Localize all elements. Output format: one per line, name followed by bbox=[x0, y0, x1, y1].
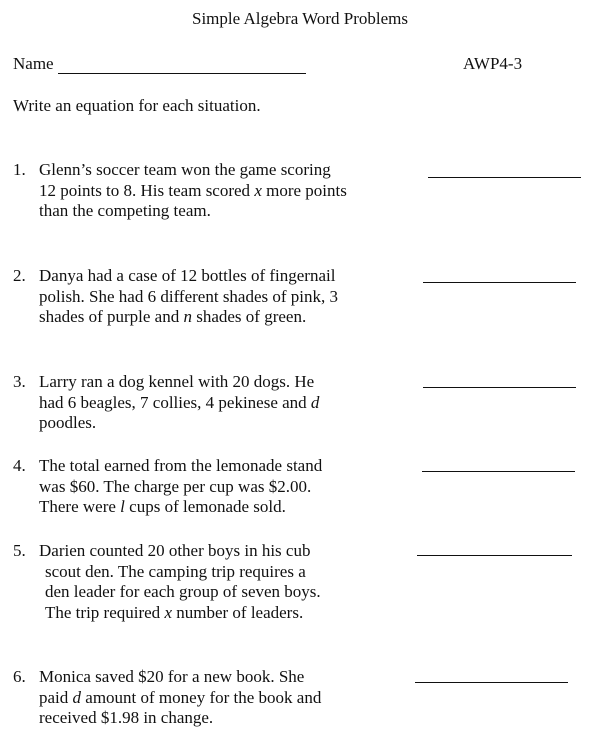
problem-number: 1. bbox=[13, 160, 26, 179]
problem-text: shades of purple and bbox=[39, 307, 184, 326]
problem-3 bbox=[13, 372, 413, 434]
problem-number: 3. bbox=[13, 372, 26, 391]
variable: n bbox=[183, 307, 192, 326]
problem-text: received $1.98 in change. bbox=[39, 708, 214, 727]
problem-text: There were bbox=[39, 497, 121, 516]
variable: d bbox=[72, 687, 82, 707]
problem-text: Danya had a case of 12 bottles of fingernail bbox=[39, 266, 336, 285]
name-label: Name bbox=[13, 54, 54, 73]
name-answer-line[interactable] bbox=[58, 59, 306, 74]
problem-text: number of leaders. bbox=[171, 602, 304, 622]
problem-5 bbox=[13, 541, 413, 623]
problem-number: 2. bbox=[13, 266, 26, 285]
problem-text: poodles. bbox=[39, 413, 97, 432]
problem-1 bbox=[13, 160, 413, 222]
worksheet-code: AWP4-3 bbox=[463, 54, 523, 73]
problem-text: had 6 beagles, 7 collies, 4 pekinese and bbox=[39, 392, 311, 412]
problem-text: The total earned from the lemonade stand bbox=[39, 456, 323, 475]
name-row bbox=[13, 54, 306, 74]
problem-text: Darien counted 20 other boys in his cub bbox=[39, 541, 311, 560]
worksheet-title: Simple Algebra Word Problems bbox=[192, 9, 408, 28]
problem-text: den leader for each group of seven boys. bbox=[45, 582, 321, 601]
answer-line-5[interactable] bbox=[417, 555, 572, 556]
instruction-text: Write an equation for each situation. bbox=[13, 96, 261, 115]
variable: l bbox=[120, 497, 125, 516]
problem-text: shades of green. bbox=[191, 307, 307, 326]
problem-number: 4. bbox=[13, 456, 26, 475]
variable: x bbox=[254, 180, 262, 200]
problem-text: polish. She had 6 different shades of pink, 3 bbox=[39, 286, 339, 306]
problem-text: was $60. The charge per cup was $2.00. bbox=[39, 476, 312, 496]
problem-text: amount of money for the book and bbox=[81, 687, 322, 707]
problem-text: more points bbox=[261, 180, 347, 200]
problem-text: Monica saved $20 for a new book. She bbox=[39, 667, 305, 686]
answer-line-6[interactable] bbox=[415, 682, 568, 683]
answer-line-3[interactable] bbox=[423, 387, 576, 388]
problem-text: Glenn’s soccer team won the game scoring bbox=[39, 160, 331, 179]
problem-number: 5. bbox=[13, 541, 26, 560]
problem-text: The trip required bbox=[45, 602, 165, 622]
problem-text: paid bbox=[39, 687, 73, 707]
problem-number: 6. bbox=[13, 667, 26, 686]
problem-text: Larry ran a dog kennel with 20 dogs. He bbox=[39, 372, 315, 391]
problem-2 bbox=[13, 266, 413, 328]
answer-line-2[interactable] bbox=[423, 282, 576, 283]
answer-line-4[interactable] bbox=[422, 471, 575, 472]
problem-text: than the competing team. bbox=[39, 201, 211, 220]
variable: x bbox=[164, 602, 172, 622]
problem-text: 12 points to 8. His team scored bbox=[39, 180, 255, 200]
problem-text: scout den. The camping trip requires a bbox=[45, 561, 306, 581]
problem-4 bbox=[13, 456, 413, 518]
problem-text: cups of lemonade sold. bbox=[124, 497, 286, 516]
problem-6 bbox=[13, 667, 413, 729]
variable: d bbox=[310, 392, 320, 412]
answer-line-1[interactable] bbox=[428, 177, 581, 178]
